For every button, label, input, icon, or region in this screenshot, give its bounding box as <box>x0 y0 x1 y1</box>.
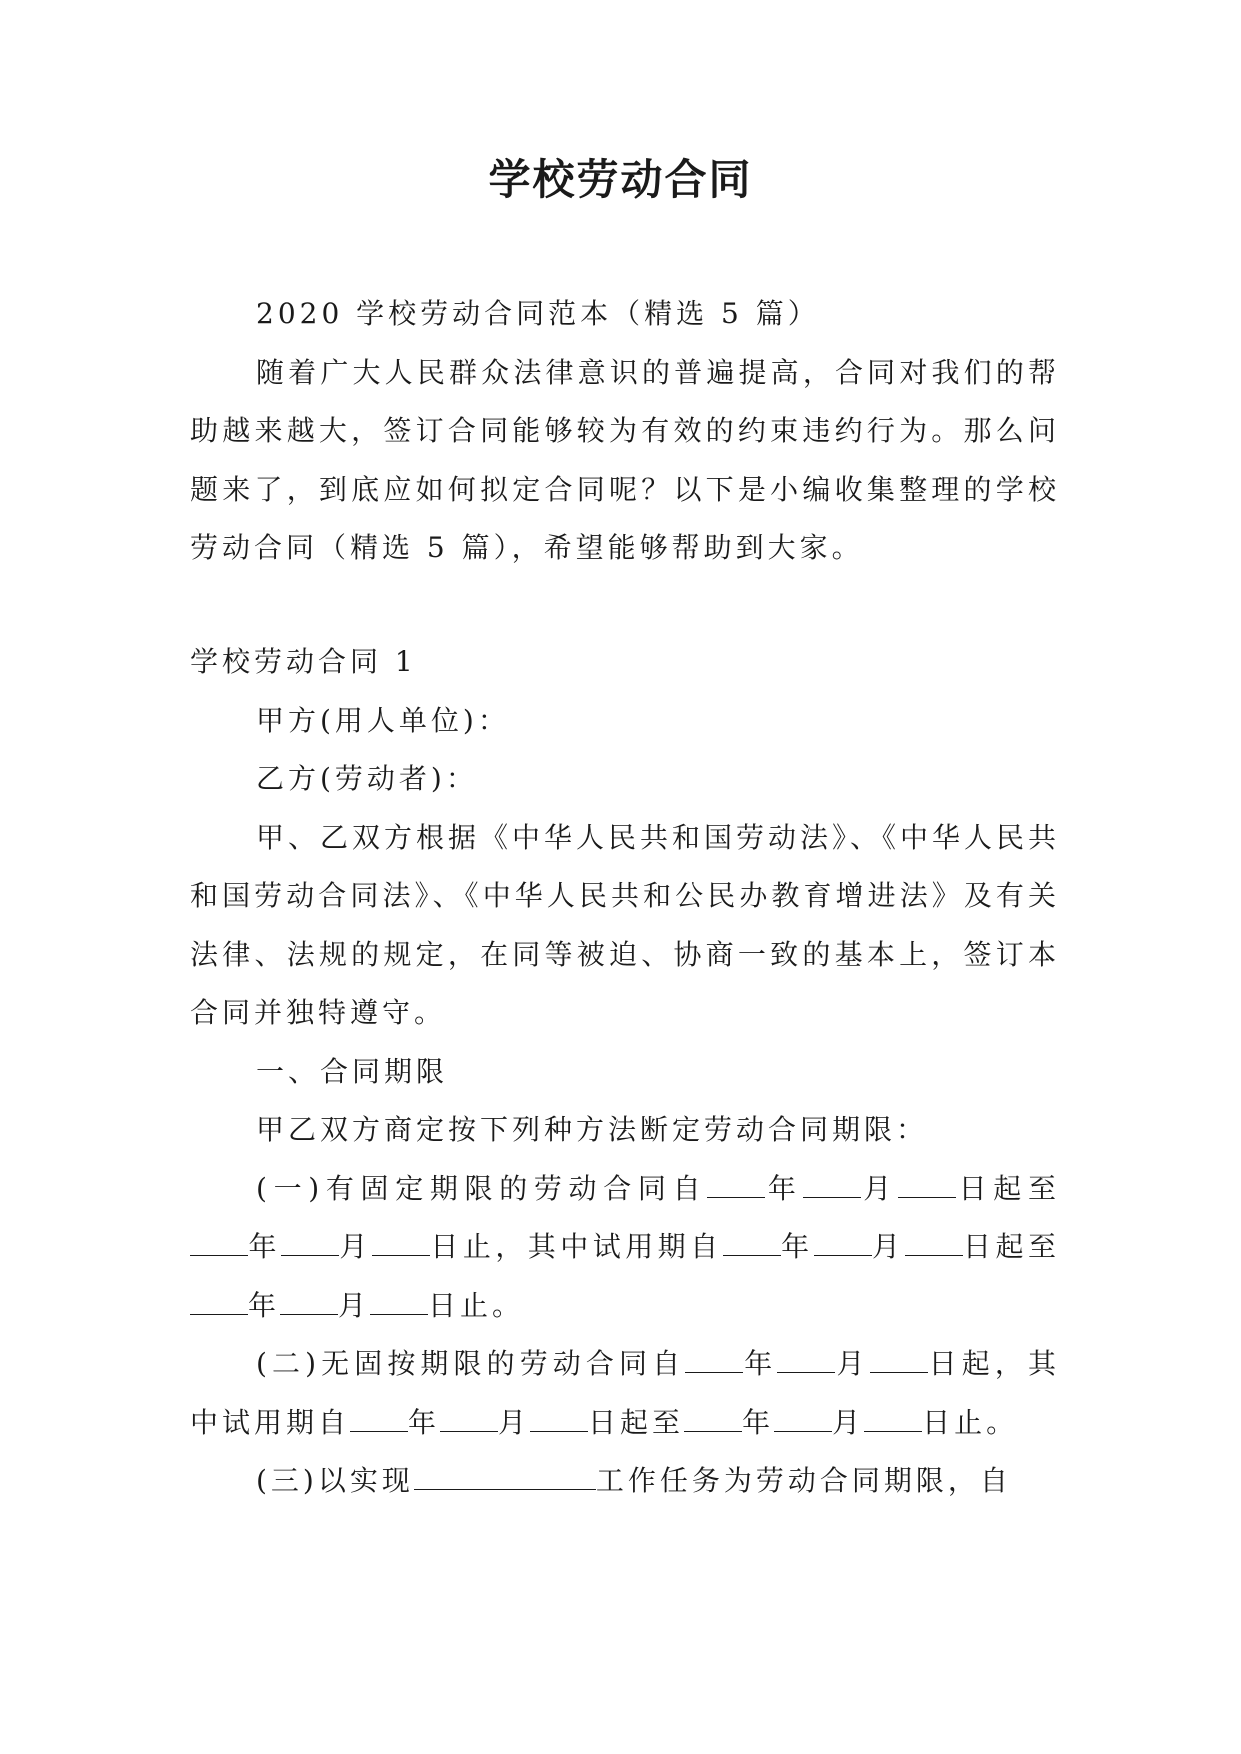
intro-subtitle: 2020 学校劳动合同范本（精选 5 篇） <box>256 297 820 330</box>
clause-text: (一)有固定期限的劳动合同自 <box>256 1171 708 1205</box>
clause-text: 年 <box>248 1288 281 1322</box>
clause-text: 日起至 <box>588 1405 685 1439</box>
clause-text: 月 <box>338 1288 371 1322</box>
clause-task-term <box>190 1452 1060 1511</box>
preamble-paragraph: 甲、乙双方根据《中华人民共和国劳动法》、《中华人民共和国劳动合同法》、《中华人民共和公民办教育增进法》及有关法律、法规的规定，在同等被迫、协商一致的基本上，签订本合同并独特遵守。 <box>190 820 1061 1029</box>
clause-fixed-term <box>190 1160 1060 1336</box>
blank-line <box>864 1411 922 1432</box>
clause-text: 止。 <box>954 1405 1019 1439</box>
contract-1-section <box>190 633 1060 1511</box>
blank-line <box>870 1352 928 1373</box>
clause-text: 月 <box>498 1405 531 1439</box>
clause-text: 年 <box>742 1405 775 1439</box>
blank-line <box>414 1469 596 1490</box>
section-1-title: 一、合同期限 <box>256 1054 449 1088</box>
blank-line <box>707 1177 765 1198</box>
blank-line <box>685 1352 743 1373</box>
blank-line <box>372 1235 430 1256</box>
blank-line <box>774 1411 832 1432</box>
blank-line <box>190 1294 248 1315</box>
section-1-intro: 甲乙双方商定按下列种方法断定劳动合同期限： <box>256 1113 929 1146</box>
contract-1-heading: 学校劳动合同 1 <box>190 645 417 678</box>
clause-text: 年 <box>765 1171 803 1205</box>
clause-text: 工作任务为劳动合同期限，自 <box>595 1464 1012 1497</box>
blank-line <box>777 1352 835 1373</box>
intro-paragraph: 随着广大人民群众法律意识的普遍提高，合同对我们的帮助越来越大，签订合同能够较为有效的约束违约行为。那么问题来了，到底应如何拟定合同呢？以下是小编收集整理的学校劳动合同（精选 5 篇），希望能够帮助到大家。 <box>190 355 1060 564</box>
clause-text: (三)以实现 <box>256 1464 414 1497</box>
blank-line <box>723 1235 781 1256</box>
intro-section <box>190 285 1060 578</box>
blank-line <box>350 1411 408 1432</box>
blank-line <box>530 1411 588 1432</box>
clause-text: 日起， <box>927 1347 1028 1380</box>
document-title: 学校劳动合同 <box>488 155 753 204</box>
clause-text: 日起至 <box>955 1171 1060 1205</box>
clause-open-term <box>190 1335 1060 1452</box>
clause-text: 日 <box>962 1230 996 1263</box>
blank-line <box>684 1411 742 1432</box>
clause-text: 日 <box>922 1405 955 1439</box>
blank-line <box>440 1411 498 1432</box>
clause-text: 年 <box>743 1347 778 1380</box>
blank-line <box>814 1235 872 1256</box>
clause-text: 年 <box>248 1230 281 1263</box>
clause-text: 年 <box>780 1230 814 1263</box>
blank-line <box>281 1235 339 1256</box>
blank-line <box>898 1177 956 1198</box>
clause-text: 月 <box>871 1230 905 1263</box>
clause-text: 月 <box>860 1171 898 1205</box>
clause-text: 月 <box>835 1347 870 1380</box>
blank-line <box>280 1294 338 1315</box>
clause-text: 起至 <box>995 1230 1060 1263</box>
party-a-line: 甲方(用人单位)： <box>256 703 510 737</box>
blank-line <box>905 1235 963 1256</box>
clause-text: 年 <box>408 1405 441 1439</box>
clause-text: 其中试用期自 <box>190 1347 1060 1439</box>
party-b-line: 乙方(劳动者)： <box>256 762 478 795</box>
clause-text: 月 <box>832 1405 865 1439</box>
blank-line <box>190 1235 248 1256</box>
clause-text: (二)无固按期限的劳动合同自 <box>256 1347 686 1380</box>
clause-text: 月 <box>338 1230 372 1263</box>
clause-text: 日止。 <box>428 1288 525 1322</box>
blank-line <box>803 1177 861 1198</box>
clause-text: 日止，其中试用期自 <box>429 1230 723 1263</box>
blank-line <box>370 1294 428 1315</box>
